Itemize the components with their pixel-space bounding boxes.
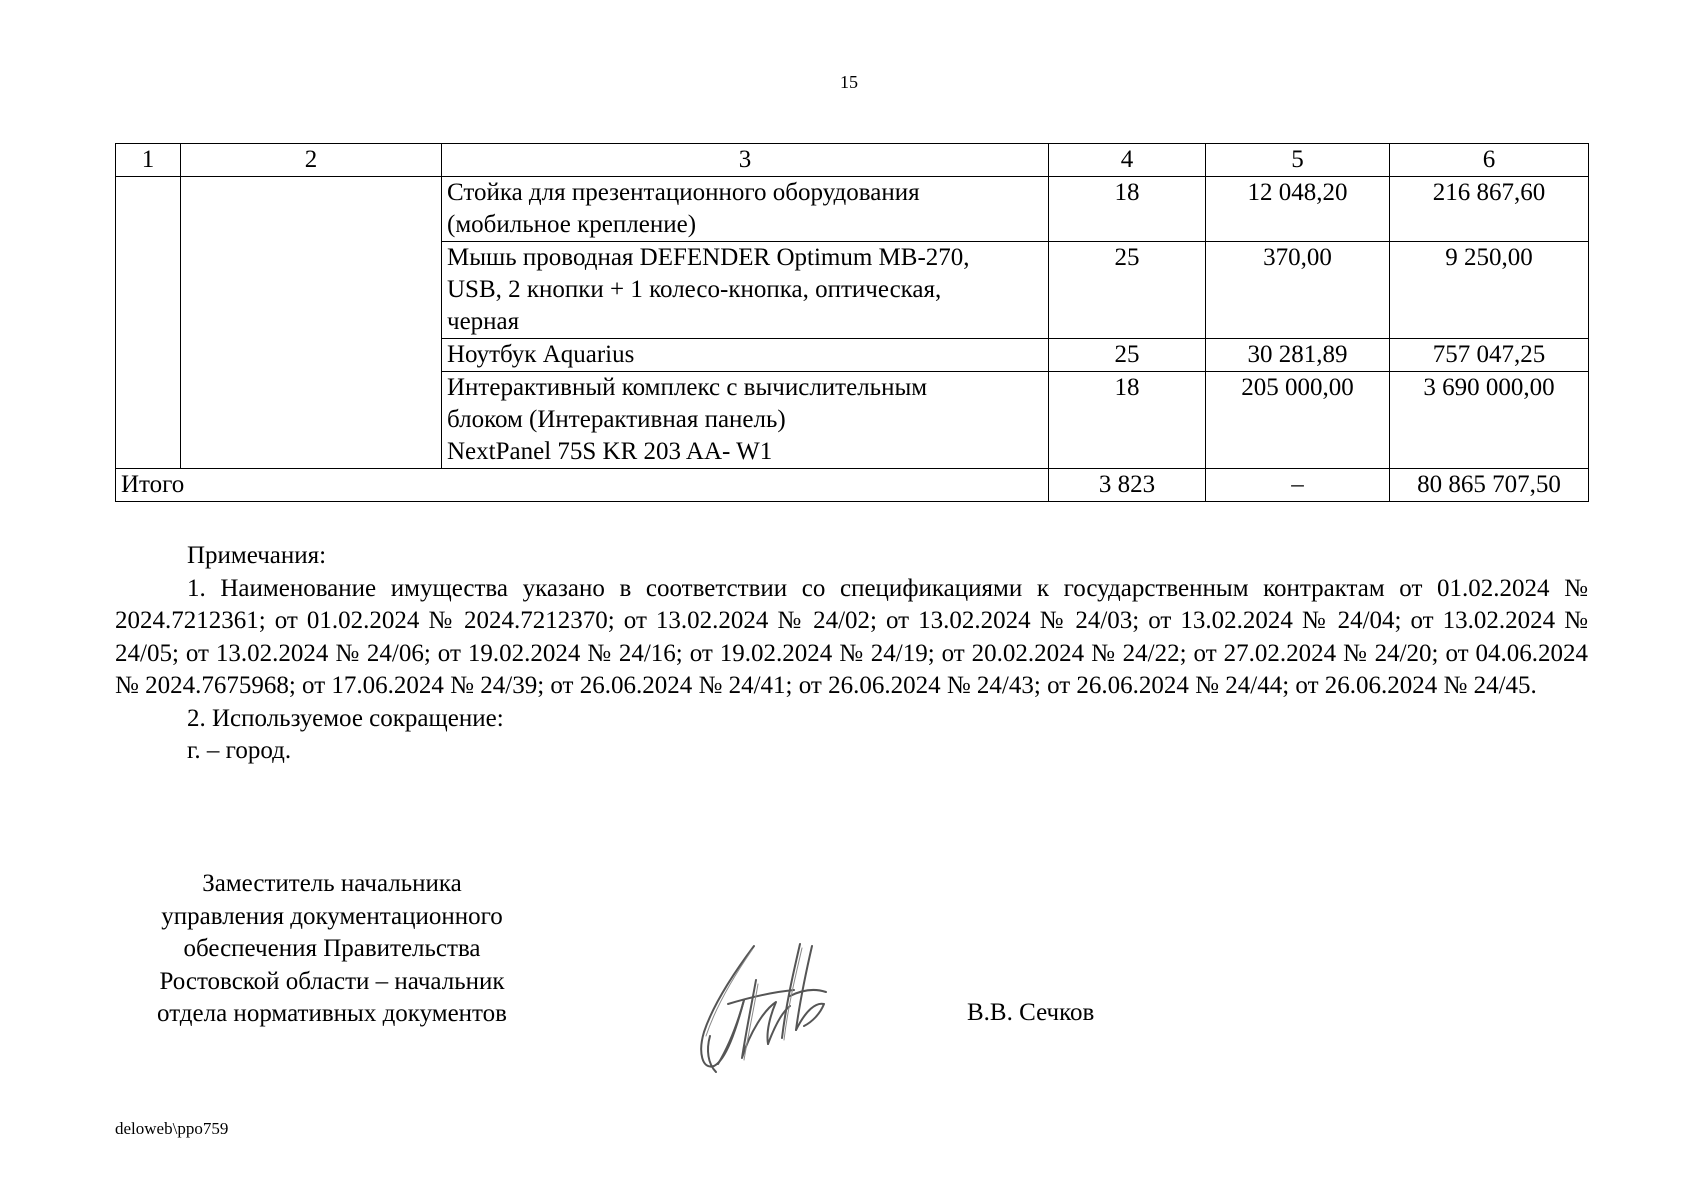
item-price: 370,00 bbox=[1206, 242, 1390, 339]
signatory-name: В.В. Сечков bbox=[967, 999, 1095, 1026]
item-price: 30 281,89 bbox=[1206, 339, 1390, 372]
total-quantity: 3 823 bbox=[1049, 469, 1206, 502]
item-sum: 9 250,00 bbox=[1390, 242, 1589, 339]
empty-cell-col1 bbox=[116, 177, 181, 469]
item-sum: 3 690 000,00 bbox=[1390, 372, 1589, 469]
item-name-line: Интерактивный комплекс с вычислительным bbox=[447, 374, 928, 401]
item-name-line: блоком (Интерактивная панель) bbox=[447, 406, 786, 433]
item-name-line: NextPanel 75S KR 203 AA- W1 bbox=[447, 438, 773, 465]
specification-table bbox=[115, 143, 1589, 502]
item-name bbox=[442, 242, 1049, 339]
item-name bbox=[442, 177, 1049, 242]
empty-cell-col2 bbox=[181, 177, 442, 469]
item-sum: 216 867,60 bbox=[1390, 177, 1589, 242]
signatory-title-line: Ростовской области – начальник bbox=[159, 967, 505, 995]
column-header-1: 1 bbox=[116, 144, 181, 177]
column-header-4: 4 bbox=[1049, 144, 1206, 177]
table-header-row bbox=[116, 144, 1589, 177]
column-header-3: 3 bbox=[442, 144, 1049, 177]
handwritten-signature bbox=[692, 940, 842, 1080]
note-item-1: 1. Наименование имущества указано в соответствии со спецификациями к государственным контрактам от 01.02.2024 № 2024.7212361; от 01.02.2024 № 2024.7212370; от 13.02.2024 № 24/02; от 13.02.2024 № 24/03; от 13.02.2024 № 24/04; от 13.02.2024 № 24/05; от 13.02.2024 № 24/06; от 19.02.2024 № 24/16; от 19.02.2024 № 24/19; от 20.02.2024 № 24/22; от 27.02.2024 № 24/20; от 04.06.2024 № 2024.7675968; от 17.06.2024 № 24/39; от 26.06.2024 № 24/41; от 26.06.2024 № 24/43; от 26.06.2024 № 24/44; от 26.06.2024 № 24/45. bbox=[115, 574, 1588, 699]
item-quantity: 25 bbox=[1049, 339, 1206, 372]
item-name bbox=[442, 339, 1049, 372]
item-name-line: Мышь проводная DEFENDER Optimum MB-270, bbox=[447, 244, 970, 271]
item-price: 12 048,20 bbox=[1206, 177, 1390, 242]
item-name-line: (мобильное крепление) bbox=[447, 211, 697, 238]
signatory-title-line: отдела нормативных документов bbox=[157, 1000, 507, 1027]
signatory-title-line: Заместитель начальника bbox=[202, 870, 462, 897]
note-item-2: 2. Используемое сокращение: bbox=[187, 704, 504, 732]
total-sum: 80 865 707,50 bbox=[1390, 469, 1589, 502]
notes-title: Примечания: bbox=[187, 542, 327, 569]
item-quantity: 25 bbox=[1049, 242, 1206, 339]
page-number: 15 bbox=[840, 72, 858, 92]
signatory-title-line: управления документационного bbox=[161, 902, 503, 930]
item-quantity: 18 bbox=[1049, 177, 1206, 242]
total-row bbox=[116, 469, 1589, 502]
note-item-2-definition: г. – город. bbox=[187, 737, 292, 764]
item-name-line: черная bbox=[447, 308, 520, 335]
item-name-line: Стойка для презентационного оборудования bbox=[447, 179, 920, 206]
notes-section bbox=[115, 540, 1588, 768]
item-sum: 757 047,25 bbox=[1390, 339, 1589, 372]
item-quantity: 18 bbox=[1049, 372, 1206, 469]
column-header-6: 6 bbox=[1390, 144, 1589, 177]
item-name bbox=[442, 372, 1049, 469]
table-row bbox=[116, 177, 1589, 242]
total-label: Итого bbox=[116, 469, 1049, 502]
column-header-2: 2 bbox=[181, 144, 442, 177]
footer-code: deloweb\ppo759 bbox=[115, 1119, 229, 1138]
signatory-title-line: обеспечения Правительства bbox=[183, 935, 481, 962]
signatory-title bbox=[122, 868, 542, 1031]
item-name-line: USB, 2 кнопки + 1 колесо-кнопка, оптическая, bbox=[447, 276, 942, 303]
item-name-line: Ноутбук Aquarius bbox=[447, 341, 635, 368]
total-price: – bbox=[1206, 469, 1390, 502]
column-header-5: 5 bbox=[1206, 144, 1390, 177]
item-price: 205 000,00 bbox=[1206, 372, 1390, 469]
